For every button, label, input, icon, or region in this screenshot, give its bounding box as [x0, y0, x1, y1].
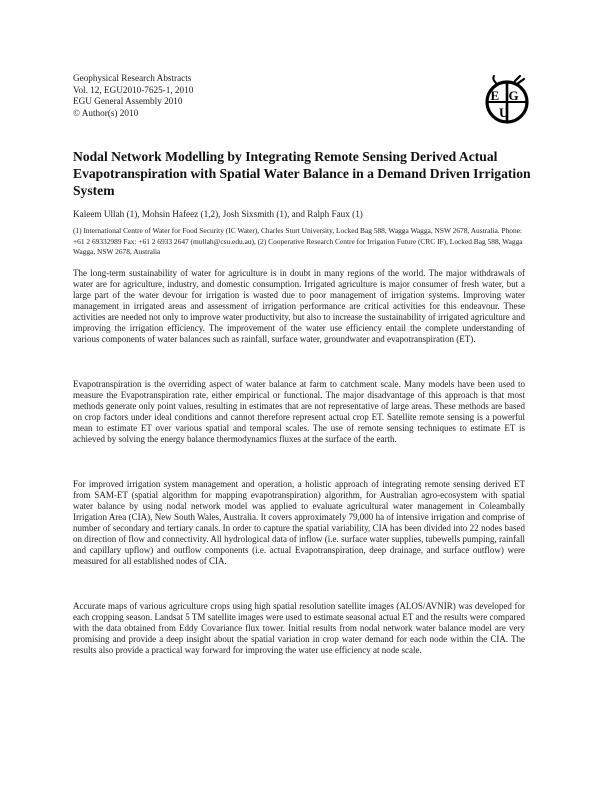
author-list: Kaleem Ullah (1), Mohsin Hafeez (1,2), Josh Sixsmith (1), and Ralph Faux (1): [73, 209, 363, 219]
abstract-paragraph-4: Accurate maps of various agriculture crops using high spatial resolution satellite images (ALOS/AVNIR) was developed for each cropping season. Landsat 5 TM satellite images were used to estimate seasonal actual ET and the results were compared with the data obtained from Eddy Covariance flux tower. Initial results from nodal network water balance model are very promising and provide a deep insight about the spatial variation in crop water demand for each node within the CIA. The results also provide a practical way forward for improving the water use efficiency at node scale.: [73, 601, 525, 656]
svg-text:G: G: [508, 88, 519, 103]
egu-logo-icon: [482, 75, 532, 125]
assembly-name: EGU General Assembly 2010: [73, 96, 183, 107]
volume-info: Vol. 12, EGU2010-7625-1, 2010: [73, 84, 194, 95]
abstract-paragraph-3: For improved irrigation system management and operation, a holistic approach of integrating remote sensing derived ET from SAM-ET (spatial algorithm for mapping evapotranspiration) algorithm, for Australian agro-ecosystem with spatial water balance by using nodal network model was applied to evaluate agricultural water management in Coleambally Irrigation Area (CIA), New South Wales, Australia. It covers approximately 79,000 ha of intensive irrigation and comprise of number of secondary and tertiary canals. In order to capture the spatial variability, CIA has been divided into 22 nodes based on direction of flow and connectivity. All hydrological data of inflow (i.e. surface water supplies, tubewells pumping, rainfall and capillary upflow) and outflow components (i.e. actual Evapotranspiration, deep drainage, and surface outflow) were measured for all established nodes of CIA.: [73, 479, 525, 567]
abstract-title: Nodal Network Modelling by Integrating Remote Sensing Derived Actual Evapotranspiration with Spatial Water Balance in a Demand Driven Irrigation System: [73, 149, 531, 199]
abstract-paragraph-2: Evapotranspiration is the overriding aspect of water balance at farm to catchment scale. Many models have been used to measure the Evapotranspiration rate, either empirical or functional. The major disadvantage of this approach is that most methods generate only point values, resulting in estimates that are not representative of large areas. These methods are based on crop factors under ideal conditions and cannot therefore represent actual crop ET. Satellite remote sensing is a powerful mean to estimate ET over various spatial and temporal scales. The use of remote sensing techniques to estimate ET is achieved by solving the energy balance thermodynamics fluxes at the surface of the earth.: [73, 379, 525, 445]
copyright-notice: © Author(s) 2010: [73, 107, 139, 118]
affiliations: (1) International Centre of Water for Food Security (IC Water), Charles Sturt University, Locked Bag 588, Wagga Wagga, NSW 2678, Australia. Phone: +61 2 69332989 Fax: +61 2 6933 2647 (mullah@csu.edu.au), (2) Cooperative Research Centre for Irrigation Future (CRC IF), Locked Bag 588, Wagga Wagga, NSW 2678, Australia: [73, 226, 523, 257]
abstract-paragraph-1: The long-term sustainability of water for agriculture is in doubt in many regions of the world. The major withdrawals of water are for agriculture, industry, and domestic consumption. Irrigated agriculture is major consumer of fresh water, but a large part of the water devour for irrigation is wasted due to poor management of irrigation systems. Improving water management in irrigated areas and assessment of irrigation performance are critical activities for this endeavour. These activities are needed not only to improve water productivity, but also to increase the sustainability of irrigated agriculture and improving the irrigation efficiency. The improvement of the water use efficiency entail the complete understanding of various components of water balances such as rainfall, surface water, groundwater and evapotranspiration (ET).: [73, 268, 525, 345]
svg-text:U: U: [499, 105, 509, 120]
publication-header: [73, 73, 193, 119]
journal-name: Geophysical Research Abstracts: [73, 73, 192, 83]
svg-text:E: E: [490, 88, 500, 103]
